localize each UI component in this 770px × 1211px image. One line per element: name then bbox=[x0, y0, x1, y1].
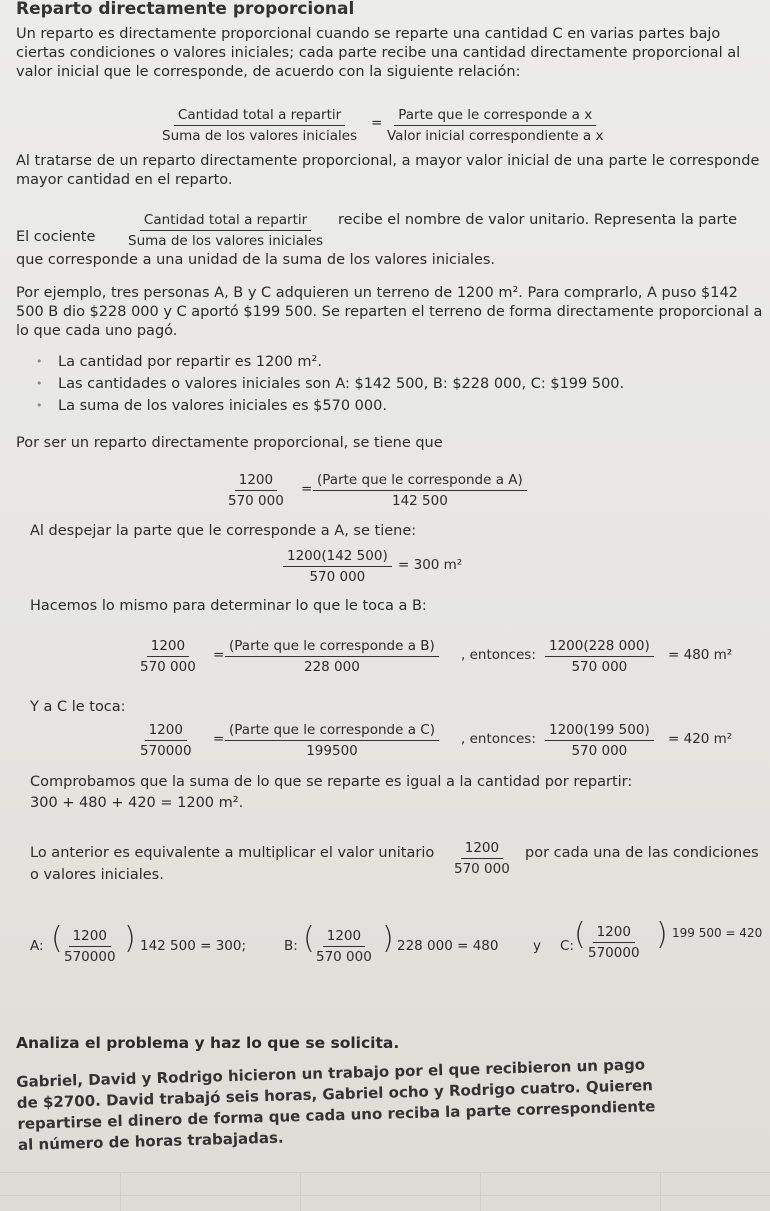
fraction-denominator: 570000 bbox=[64, 949, 116, 965]
and-text: y bbox=[533, 938, 541, 954]
paper-grid-line bbox=[480, 1172, 481, 1211]
fraction-denominator: 570 000 bbox=[309, 569, 366, 585]
fraction-denominator: Suma de los valores iniciales bbox=[162, 128, 358, 144]
product-a-rest: 142 500 = 300; bbox=[140, 938, 247, 954]
fraction-denominator: 199500 bbox=[306, 743, 358, 759]
fraction-numerator: (Parte que le corresponde a B) bbox=[225, 638, 439, 657]
paren-close: ) bbox=[382, 921, 394, 956]
fraction-denominator: 228 000 bbox=[304, 659, 360, 675]
fraction-numerator: Cantidad total a repartir bbox=[174, 107, 345, 126]
equals-sign: = bbox=[213, 647, 225, 663]
product-c-rest: 199 500 = 420 bbox=[672, 926, 763, 940]
equals-sign: = bbox=[213, 731, 225, 747]
then-text: , entonces: bbox=[461, 647, 536, 663]
eq-c-fraction-1 bbox=[136, 722, 196, 759]
eq-b-result: = 480 m² bbox=[668, 647, 733, 663]
fraction-numerator: 1200 bbox=[147, 638, 189, 657]
c-text: Y a C le toca: bbox=[30, 699, 126, 715]
problem-statement: Gabriel, David y Rodrigo hicieron un trabajo por el que recibieron un pago de $2700. David trabajó seis horas, Gabriel ocho y Rodrigo cuatro. Quieren repartirse el dinero de forma que cada uno reciba la parte correspondiente al número de horas trabajadas. bbox=[16, 1055, 656, 1154]
paren-close: ) bbox=[656, 917, 668, 952]
eq-b-fraction-2 bbox=[225, 638, 439, 675]
fraction-numerator: 1200 bbox=[323, 928, 365, 947]
fraction-numerator: 1200(199 500) bbox=[545, 722, 654, 741]
equiv-prefix: Lo anterior es equivalente a multiplicar el valor unitario bbox=[30, 845, 435, 861]
fraction-numerator: 1200(228 000) bbox=[545, 638, 654, 657]
product-b-rest: 228 000 = 480 bbox=[397, 938, 499, 954]
same-b-text: Hacemos lo mismo para determinar lo que le toca a B: bbox=[30, 598, 427, 614]
product-c-label: C: bbox=[560, 938, 574, 954]
paper-grid-line bbox=[0, 1195, 770, 1196]
fraction-numerator: (Parte que le corresponde a A) bbox=[313, 472, 527, 491]
fraction-denominator: 570 000 bbox=[228, 493, 284, 509]
fraction-denominator: Valor inicial correspondiente a x bbox=[387, 128, 604, 144]
product-a-label: A: bbox=[30, 938, 44, 954]
unit-value-fraction bbox=[124, 212, 327, 249]
fraction-denominator: Suma de los valores iniciales bbox=[128, 233, 324, 249]
relation-left-fraction bbox=[158, 107, 361, 144]
fraction-denominator: 142 500 bbox=[391, 493, 448, 509]
eq-c-fraction-3 bbox=[545, 722, 654, 759]
eq-c-fraction-2 bbox=[225, 722, 439, 759]
fraction-numerator: 1200 bbox=[145, 722, 187, 741]
relation-right-fraction bbox=[383, 107, 607, 144]
fraction-denominator: 570 000 bbox=[316, 949, 372, 965]
check-equation: 300 + 480 + 420 = 1200 m². bbox=[30, 795, 244, 811]
paper-grid-line bbox=[0, 1172, 770, 1173]
product-b-label: B: bbox=[284, 938, 298, 954]
fraction-numerator: Cantidad total a repartir bbox=[140, 212, 311, 231]
fraction-denominator: 570 000 bbox=[571, 743, 628, 759]
paper-grid-line bbox=[120, 1172, 121, 1211]
equals-sign: = bbox=[301, 481, 313, 497]
bullet-item: • La suma de los valores iniciales es $570 000. bbox=[58, 398, 387, 414]
fraction-numerator: 1200 bbox=[235, 472, 277, 491]
eq-c-result: = 420 m² bbox=[668, 731, 733, 747]
product-a-fraction bbox=[60, 928, 120, 965]
example-paragraph: Por ejemplo, tres personas A, B y C adquieren un terreno de 1200 m². Para comprarlo, A puso $142 500 B dio $228 000 y C aportó $199 500. Se reparten el terreno de forma directamente proporcional a lo que cada uno pagó. bbox=[16, 285, 763, 339]
fraction-denominator: 570000 bbox=[140, 743, 192, 759]
fraction-denominator: 570 000 bbox=[454, 861, 510, 877]
eq-a-fraction-1 bbox=[224, 472, 288, 509]
solve-a-result: = 300 m² bbox=[398, 557, 463, 573]
quotient-prefix: El cociente bbox=[16, 229, 96, 245]
fraction-numerator: 1200(142 500) bbox=[283, 548, 392, 567]
since-text: Por ser un reparto directamente proporcional, se tiene que bbox=[16, 435, 443, 451]
bullet-item: • Las cantidades o valores iniciales son A: $142 500, B: $228 000, C: $199 500. bbox=[58, 376, 624, 392]
fraction-numerator: (Parte que le corresponde a C) bbox=[225, 722, 439, 741]
proportional-paragraph: Al tratarse de un reparto directamente proporcional, a mayor valor inicial de una parte le corresponde mayor cantidad en el reparto. bbox=[16, 153, 760, 188]
then-text: , entonces: bbox=[461, 731, 536, 747]
equiv-fraction bbox=[450, 840, 514, 877]
product-c-fraction bbox=[584, 924, 644, 961]
fraction-numerator: 1200 bbox=[461, 840, 503, 859]
check-text: Comprobamos que la suma de lo que se reparte es igual a la cantidad por repartir: bbox=[30, 774, 633, 790]
solve-a-text: Al despejar la parte que le corresponde a A, se tiene: bbox=[30, 523, 417, 539]
paren-open: ( bbox=[51, 921, 63, 956]
paper-grid-line bbox=[300, 1172, 301, 1211]
task-title: Analiza el problema y haz lo que se solicita. bbox=[16, 1034, 400, 1052]
quotient-suffix: recibe el nombre de valor unitario. Representa la parte bbox=[338, 212, 738, 228]
quotient-line2: que corresponde a una unidad de la suma de los valores iniciales. bbox=[16, 252, 496, 268]
intro-paragraph: Un reparto es directamente proporcional cuando se reparte una cantidad C en varias partes bajo ciertas condiciones o valores iniciales; cada parte recibe una cantidad directamente proporcional al valor inicial que le corresponde, de acuerdo con la siguiente relación: bbox=[16, 26, 741, 80]
equiv-line2: o valores iniciales. bbox=[30, 867, 164, 883]
fraction-numerator: Parte que le corresponde a x bbox=[394, 107, 596, 126]
paren-close: ) bbox=[124, 921, 136, 956]
equiv-suffix: por cada una de las condiciones bbox=[525, 845, 759, 861]
fraction-denominator: 570 000 bbox=[140, 659, 196, 675]
fraction-denominator: 570 000 bbox=[571, 659, 628, 675]
paper-grid-line bbox=[660, 1172, 661, 1211]
solve-a-fraction bbox=[283, 548, 392, 585]
paren-open: ( bbox=[303, 921, 315, 956]
paren-open: ( bbox=[574, 917, 586, 952]
section-title: Reparto directamente proporcional bbox=[16, 0, 355, 19]
fraction-numerator: 1200 bbox=[593, 924, 635, 943]
fraction-denominator: 570000 bbox=[588, 945, 640, 961]
eq-b-fraction-3 bbox=[545, 638, 654, 675]
eq-b-fraction-1 bbox=[136, 638, 200, 675]
equals-sign: = bbox=[371, 115, 383, 131]
eq-a-fraction-2 bbox=[313, 472, 527, 509]
product-b-fraction bbox=[312, 928, 376, 965]
bullet-item: • La cantidad por repartir es 1200 m². bbox=[58, 354, 322, 370]
fraction-numerator: 1200 bbox=[69, 928, 111, 947]
